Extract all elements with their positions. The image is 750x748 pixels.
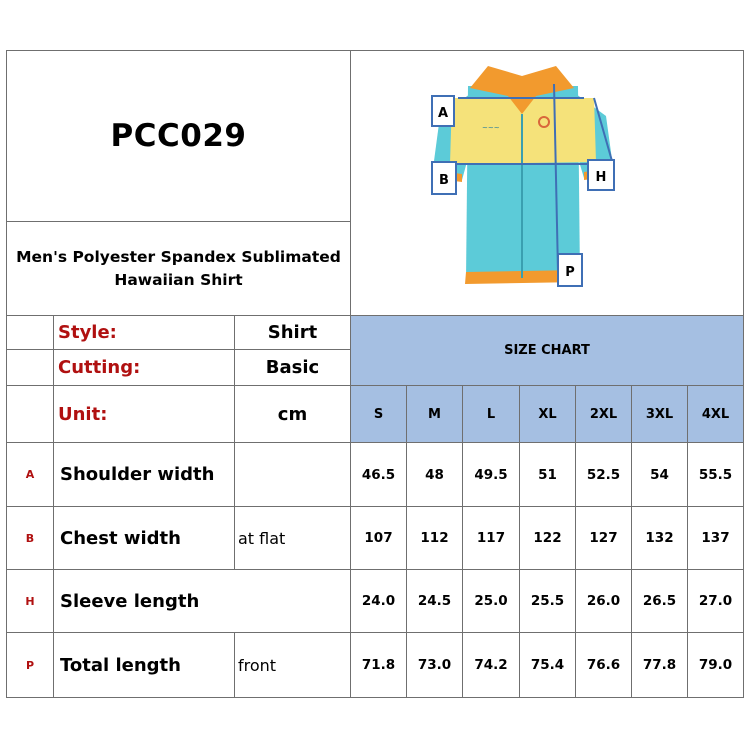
row-letter: H xyxy=(6,569,54,633)
measurement-name: Shoulder width xyxy=(53,442,235,507)
table-cell: 73.0 xyxy=(406,632,463,698)
style-value: Shirt xyxy=(234,315,351,350)
marker-b: B xyxy=(439,173,449,188)
spec-gutter-unit xyxy=(6,385,54,443)
chest-logo-left: ~~~ xyxy=(482,124,500,132)
size-header: 4XL xyxy=(687,385,744,443)
size-header: 2XL xyxy=(575,385,632,443)
measurement-note: front xyxy=(234,632,351,698)
table-cell: 54 xyxy=(631,442,688,507)
size-header: M xyxy=(406,385,463,443)
table-cell: 55.5 xyxy=(687,442,744,507)
table-cell: 76.6 xyxy=(575,632,632,698)
table-cell: 24.0 xyxy=(350,569,407,633)
marker-h: H xyxy=(595,170,607,185)
size-chart-table xyxy=(6,50,744,698)
marker-a: A xyxy=(437,106,449,121)
measurement-note: at flat xyxy=(234,506,351,570)
cutting-label: Cutting: xyxy=(53,349,235,386)
row-letter: B xyxy=(6,506,54,570)
measurement-note xyxy=(234,442,351,507)
table-cell: 77.8 xyxy=(631,632,688,698)
table-cell: 46.5 xyxy=(350,442,407,507)
table-cell: 48 xyxy=(406,442,463,507)
style-label: Style: xyxy=(53,315,235,350)
table-cell: 117 xyxy=(462,506,520,570)
product-description xyxy=(6,221,351,316)
table-cell: 75.4 xyxy=(519,632,576,698)
row-letter: A xyxy=(6,442,54,507)
unit-label: Unit: xyxy=(53,385,235,443)
table-cell: 122 xyxy=(519,506,576,570)
unit-value: cm xyxy=(234,385,351,443)
description-line-2: Hawaiian Shirt xyxy=(114,270,243,289)
table-cell: 112 xyxy=(406,506,463,570)
measurement-name: Sleeve length xyxy=(53,569,351,633)
table-cell: 79.0 xyxy=(687,632,744,698)
size-header: XL xyxy=(519,385,576,443)
measurement-name: Total length xyxy=(53,632,235,698)
measurement-name: Chest width xyxy=(53,506,235,570)
table-cell: 51 xyxy=(519,442,576,507)
spec-gutter-style xyxy=(6,315,54,350)
size-header: L xyxy=(462,385,520,443)
size-header: S xyxy=(350,385,407,443)
shirt-measurement-diagram xyxy=(418,58,628,294)
table-cell: 127 xyxy=(575,506,632,570)
product-code: PCC029 xyxy=(6,50,351,222)
table-cell: 49.5 xyxy=(462,442,520,507)
spec-gutter-cutting xyxy=(6,349,54,386)
table-cell: 74.2 xyxy=(462,632,520,698)
description-line-1: Men's Polyester Spandex Sublimated xyxy=(16,247,341,266)
marker-p: P xyxy=(565,265,575,280)
table-cell: 25.5 xyxy=(519,569,576,633)
table-cell: 26.0 xyxy=(575,569,632,633)
table-cell: 26.5 xyxy=(631,569,688,633)
shirt-illustration xyxy=(418,58,628,294)
table-cell: 27.0 xyxy=(687,569,744,633)
size-chart-title: SIZE CHART xyxy=(350,315,744,386)
table-cell: 132 xyxy=(631,506,688,570)
table-cell: 107 xyxy=(350,506,407,570)
table-cell: 25.0 xyxy=(462,569,520,633)
table-cell: 24.5 xyxy=(406,569,463,633)
cutting-value: Basic xyxy=(234,349,351,386)
table-cell: 71.8 xyxy=(350,632,407,698)
size-header: 3XL xyxy=(631,385,688,443)
table-cell: 52.5 xyxy=(575,442,632,507)
table-cell: 137 xyxy=(687,506,744,570)
row-letter: P xyxy=(6,632,54,698)
